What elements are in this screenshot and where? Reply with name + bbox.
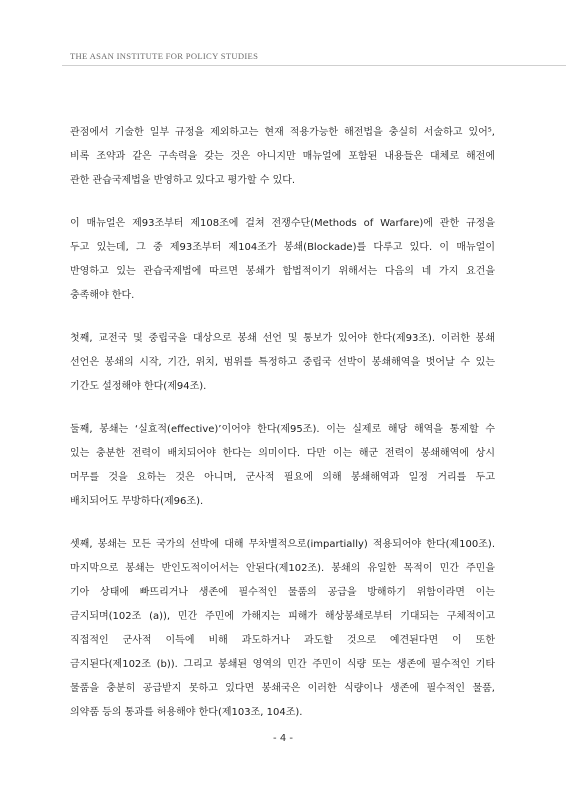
document-body bbox=[70, 121, 495, 744]
paragraph-line: 마지막으로 봉쇄는 반인도적이어서는 안된다(제102조). 봉쇄의 유일한 목적이 민간 주민을 bbox=[70, 563, 495, 574]
paragraph-line: 충족해야 한다. bbox=[70, 290, 135, 301]
paragraph-line: 관점에서 기술한 일부 규정을 제외하고는 현재 적용가능한 해전법을 충실히 서술하고 있어⁵, bbox=[70, 127, 495, 138]
paragraph-line: 이 매뉴얼은 제93조부터 제108조에 걸쳐 전쟁수단(Methods of Warfare)에 관한 규정을 bbox=[70, 218, 495, 229]
paragraph-line: 비록 조약과 같은 구속력을 갖는 것은 아니지만 매뉴얼에 포함된 내용들은 대체로 해전에 bbox=[70, 151, 495, 162]
paragraph-line: 금지되며(102조 (a)), 민간 주민에 가해지는 피해가 해상봉쇄로부터 기대되는 구체적이고 bbox=[70, 611, 495, 622]
paragraph-line: 기간도 설정해야 한다(제94조). bbox=[70, 381, 207, 392]
paragraph-line: 반영하고 있는 관습국제법에 따르면 봉쇄가 합법적이기 위해서는 다음의 네 가지 요건을 bbox=[70, 266, 495, 277]
page-number: - 4 - bbox=[273, 733, 293, 744]
running-header: THE ASAN INSTITUTE FOR POLICY STUDIES bbox=[70, 51, 259, 61]
paragraph-line: 머무를 것을 요하는 것은 아니며, 군사적 필요에 의해 봉쇄해역과 일정 거리를 두고 bbox=[70, 472, 495, 483]
paragraph-line: 두고 있는데, 그 중 제93조부터 제104조가 봉쇄(Blockade)를 다루고 있다. 이 매뉴얼이 bbox=[70, 242, 495, 253]
body-paragraph bbox=[70, 533, 495, 725]
paragraph-line: 셋째, 봉쇄는 모든 국가의 선박에 대해 무차별적으로(impartially) 적용되어야 한다(제100조). bbox=[70, 539, 495, 550]
paragraph-line: 기아 상태에 빠뜨리거나 생존에 필수적인 물품의 공급을 방해하기 위함이라면 이는 bbox=[70, 587, 495, 598]
header-divider bbox=[62, 65, 566, 66]
body-paragraph bbox=[70, 418, 495, 514]
body-paragraph bbox=[70, 121, 495, 193]
body-paragraph bbox=[70, 327, 495, 399]
paragraph-line: 금지된다(제102조 (b)). 그리고 봉쇄된 영역의 민간 주민이 식량 또는 생존에 필수적인 기타 bbox=[70, 659, 495, 670]
paragraph-line: 관한 관습국제법을 반영하고 있다고 평가할 수 있다. bbox=[70, 175, 296, 186]
paragraph-line: 배치되어도 무방하다(제96조). bbox=[70, 496, 204, 507]
paragraph-line: 선언은 봉쇄의 시작, 기간, 위치, 범위를 특정하고 중립국 선박이 봉쇄해역을 벗어날 수 있는 bbox=[70, 357, 495, 368]
body-paragraph bbox=[70, 212, 495, 308]
paragraph-line: 첫째, 교전국 및 중립국을 대상으로 봉쇄 선언 및 통보가 있어야 한다(제93조). 이러한 봉쇄 bbox=[70, 333, 495, 344]
paragraph-line: 의약품 등의 통과를 허용해야 한다(제103조, 104조). bbox=[70, 707, 303, 718]
paragraph-line: 있는 충분한 전력이 배치되어야 한다는 의미이다. 다만 이는 해군 전력이 봉쇄해역에 상시 bbox=[70, 448, 495, 459]
paragraph-line: 물품을 충분히 공급받지 못하고 있다면 봉쇄국은 이러한 식량이나 생존에 필수적인 물품, bbox=[70, 683, 495, 694]
paragraph-line: 둘째, 봉쇄는 ‘실효적(effective)’이어야 한다(제95조). 이는 실제로 해당 해역을 통제할 수 bbox=[70, 424, 495, 435]
paragraph-line: 직접적인 군사적 이득에 비해 과도하거나 과도할 것으로 예견된다면 이 또한 bbox=[70, 635, 495, 646]
